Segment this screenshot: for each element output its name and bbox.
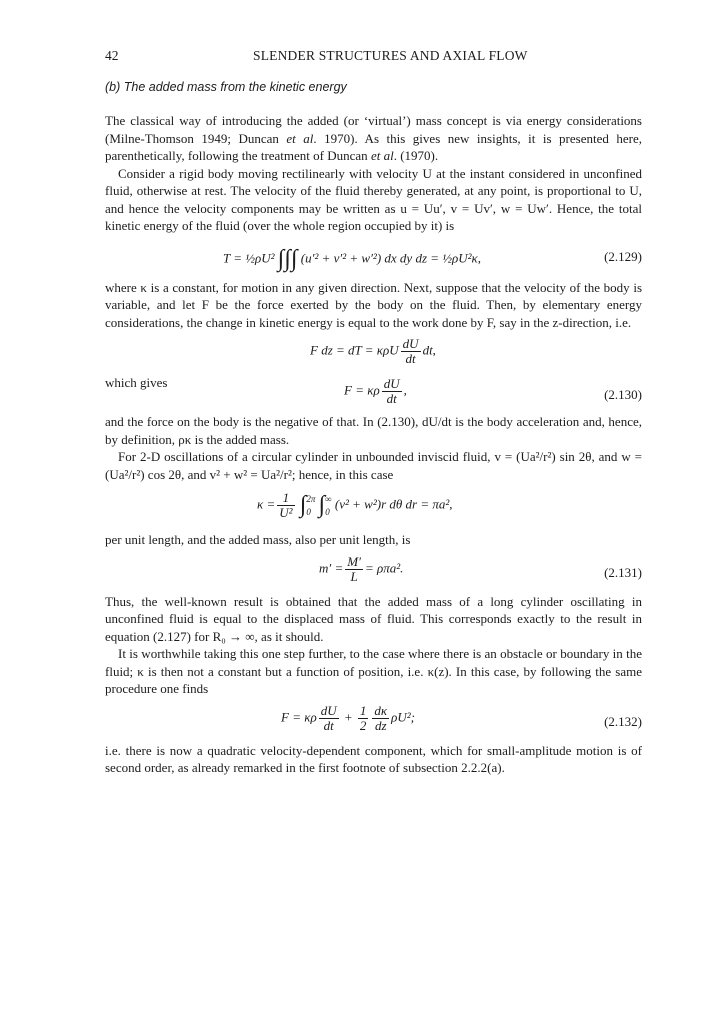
which-gives-text: which gives xyxy=(105,375,168,390)
equation-number: (2.131) xyxy=(604,564,642,580)
equation-kappa-integral: κ = $\frac{1}{\text{U²}}$ ∫ 2π 0 ∫ ∞ 0 (v² + w²)r dθ dr = πa², xyxy=(257,490,453,520)
page-header xyxy=(105,48,642,66)
equation-2-132: F = κρ $\frac{dU}{dt}$ + $\frac{1}{2}$ $\frac{d\kappa}{dz}$ ρU²; (2.132) xyxy=(281,702,642,733)
equation-2-129: T = ½ρU² ∫∫∫ (u′² + v′² + w′²) dx dy dz = ½ρU²κ, (2.129) xyxy=(223,245,642,272)
page-number: 42 xyxy=(105,48,119,63)
paragraph-cylinder: For 2-D oscillations of a circular cylinder in unbounded inviscid fluid, v = (Ua²/r²) sin 2θ, and w = (Ua²/r²) cos 2θ, and v² + w² = Ua²/r²; hence, in this case xyxy=(105,449,642,482)
paragraph-kappa: where κ is a constant, for motion in any given direction. Next, suppose that the velocity of the body is variable, and let F be the force exerted by the body on the fluid. Then, by elementary energy considerations, the change in kinetic energy is equal to the work done by F, say in the z-direction, i.e. xyxy=(105,279,642,330)
running-title: SLENDER STRUCTURES AND AXIAL FLOW xyxy=(253,48,528,63)
equation-2-131: m′ = $\frac{M'}{L}$ = ρπa². (2.131) xyxy=(319,553,642,584)
paragraph-rigid-body: Consider a rigid body moving rectilinearly with velocity U at the instant considered in unconfined fluid, otherwise at rest. The velocity of the fluid thereby generated, at any point, is proportional to U, and hence the velocity components may be written as u = Uu′, v = Uv′, w = Uw′. Hence, the total kinetic energy of the fluid (over the whole region occupied by it) is xyxy=(105,165,642,233)
section-title: (b) The added mass from the kinetic energy xyxy=(105,80,347,94)
equation-number: (2.132) xyxy=(604,713,642,729)
paragraph-result: Thus, the well-known result is obtained that the added mass of a long cylinder oscillating in unconfined fluid is equal to the displaced mass of fluid. This corresponds exactly to the result in equation (2.127) for R₀ → ∞, as it should. xyxy=(105,593,642,644)
paragraph-quadratic: i.e. there is now a quadratic velocity-dependent component, which for small-amplitude motion is of second order, as already remarked in the first footnote of subsection 2.2.2(a). xyxy=(105,742,642,775)
paragraph-obstacle: It is worthwhile taking this one step further, to the case where there is an obstacle or boundary in the fluid; κ is then not a constant but a function of position, i.e. κ(z). In this case, by following the same procedure one finds xyxy=(105,646,642,696)
paragraph-added-mass: and the force on the body is the negative of that. In (2.130), dU/dt is the body acceleration and, hence, by definition, ρκ is the added mass. xyxy=(105,414,642,447)
equation-work: F dz = dT = κρU $\frac{dU}{dt}$ dt, xyxy=(310,336,436,366)
equation-number: (2.129) xyxy=(604,248,642,264)
paragraph-per-unit-length: per unit length, and the added mass, also per unit length, is xyxy=(105,532,411,547)
page xyxy=(105,48,642,777)
equation-2-130: which gives F = κρ $\frac{dU}{dt}$ , (2.130) xyxy=(105,375,642,406)
equation-number: (2.130) xyxy=(604,387,642,402)
paragraph-intro: The classical way of introducing the added (or ‘virtual’) mass concept is via energy considerations (Milne-Thomson 1949; Duncan et al. 1970). As this gives new insights, it is presented here, parenthetically, following the treatment of Duncan et al. (1970). xyxy=(105,113,643,163)
